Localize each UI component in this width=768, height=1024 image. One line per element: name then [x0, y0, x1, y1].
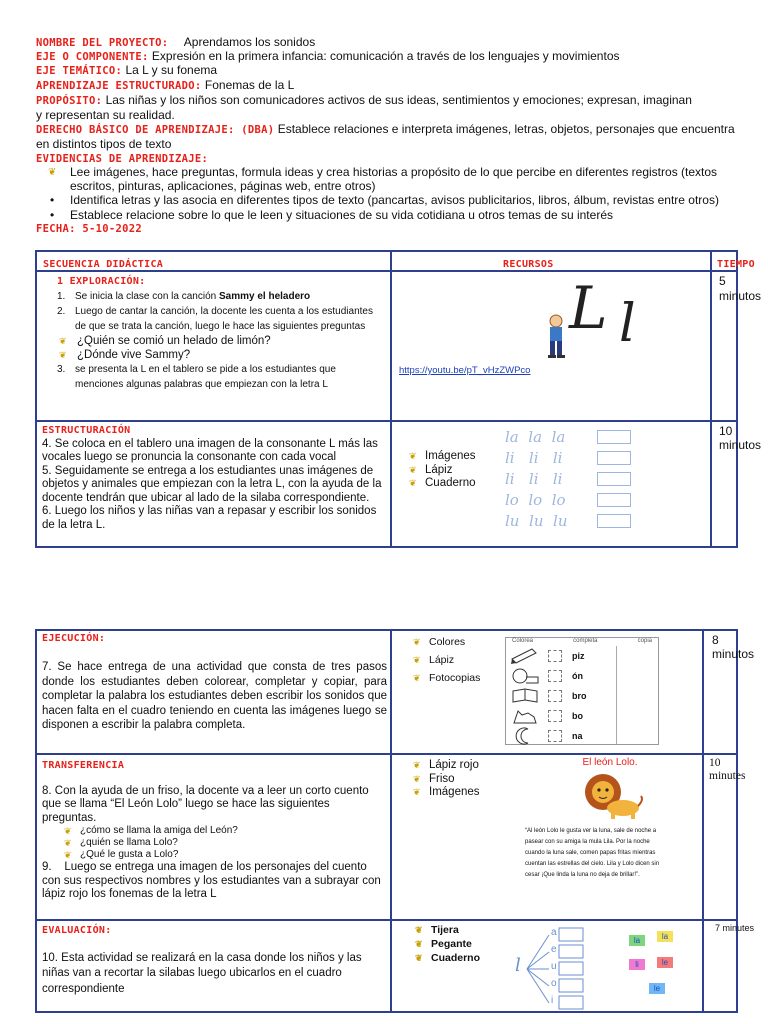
question-item: ❦ ¿Qué le gusta a Lolo?: [64, 849, 179, 860]
recurso-item: ❦ Friso: [413, 772, 455, 785]
leaf-bullet-icon: ❦: [413, 760, 421, 770]
syllable-row: la la la: [505, 428, 566, 446]
estructuracion-content: [42, 424, 387, 532]
cursive-l-image: [537, 274, 677, 362]
tiempo-estructuracion: 10 minutos: [719, 424, 762, 452]
row-ejecucion: [37, 631, 755, 753]
ejecucion-content: [42, 633, 387, 733]
leaf-bullet-icon: ❦: [409, 478, 417, 488]
leaf-bullet-icon: ❦: [64, 838, 72, 848]
syllable-worksheet: [505, 428, 635, 532]
colorea-worksheet: Colorea completa copia piz ón bro bo na: [505, 637, 659, 745]
recurso-item: ❦ Tijera: [415, 924, 459, 936]
leaf-bullet-icon: ❦: [413, 787, 421, 797]
label-proyecto: NOMBRE DEL PROYECTO:: [36, 37, 169, 49]
syllable-row: li li li: [505, 470, 563, 488]
paragraph: 5. Seguidamente se entrega a los estudiantes unas imágenes de objetos y animales que empiezan con la letra L, con la ayuda de la docente tendrán que ubicar al lado de la silaba correspondiente.: [42, 464, 382, 504]
value-proyecto: Aprendamos los sonidos: [183, 35, 316, 49]
leaf-bullet-icon: ❦: [415, 953, 423, 963]
recursos-ejecucion: [411, 633, 511, 687]
question-item: ❦ ¿Dónde vive Sammy?: [59, 349, 191, 361]
tiempo-evaluacion: 7 minutes: [715, 923, 755, 933]
youtube-link[interactable]: https://youtu.be/pT_vHzZWPco: [399, 365, 531, 376]
row-transferencia: [37, 753, 746, 919]
leaf-bullet-icon: ❦: [415, 925, 423, 935]
label-aprendizaje: APRENDIZAJE ESTRUCTURADO:: [36, 80, 202, 92]
col-header-tiempo: TIEMPO: [717, 259, 755, 270]
recurso-item: ❦ Cuaderno: [409, 477, 476, 489]
syllable-tag: la: [629, 935, 645, 946]
value-eje: Expresión en la primera infancia: comunicación a través de los lenguajes y movimientos: [151, 49, 620, 63]
lion-icon: [510, 667, 540, 685]
leaf-bullet-icon: ❦: [415, 939, 423, 949]
syllable-tag: le: [657, 957, 673, 968]
leaf-bullet-icon: ❦: [64, 826, 72, 836]
recurso-item: ❦ Colores: [411, 633, 511, 651]
syllable-row: lu lu lu: [505, 512, 568, 530]
leaf-bullet-icon: ❦: [48, 167, 57, 178]
question-item: ❦ ¿Quién se comió un helado de limón?: [59, 335, 271, 347]
recursos-evaluacion: [413, 923, 513, 965]
leaf-bullet-icon: ❦: [413, 773, 421, 784]
center-letter: l: [515, 955, 521, 976]
dot-bullet-icon: •: [50, 193, 55, 207]
vowel-diagram: l a e u o i la la li le le: [507, 925, 687, 1013]
label-dba: DERECHO BÁSICO DE APRENDIZAJE: (DBA): [36, 124, 275, 136]
syllable-tag: li: [629, 959, 645, 970]
label-eje: EJE O COMPONENTE:: [36, 51, 149, 63]
paragraph: 7. Se hace entrega de una actividad que consta de tres pasos donde los estudiantes deben colorear, completar y copiar, para completar la palabra los estudiantes deben escribir los sonidos que hacen falta en el cuadro teniendo en cuenta las imágenes luego se disponen a escribir la palabra completa.: [42, 661, 387, 731]
row-estructuracion: [37, 420, 762, 548]
syllable-tag: la: [657, 931, 673, 942]
recurso-item: ❦ Lápiz: [411, 651, 511, 669]
paragraph: 4. Se coloca en el tablero una imagen de la consonante L más las vocales luego se pronuncia la consonante con cada vocal: [42, 437, 378, 463]
header-aprendizaje: [36, 79, 736, 94]
evidencia-item: • Identifica letras y las asocia en diferentes tipos de texto (pancartas, avisos publicitarios, libros, álbum, revistas entre otros): [50, 193, 719, 207]
value-aprendizaje: Fonemas de la L: [204, 78, 295, 92]
leaf-bullet-icon: ❦: [64, 850, 72, 860]
story-text: “Al león Lolo le gusta ver la luna, sale de noche a pasear con su amiga la mula Lila. Por la noche cuando la luna sale, comen papas fritas mientras cuentan las estrellas del cielo. Lila y Lolo dicen sin cesar ¡Que linda la luna no deja de brillar!”.: [525, 828, 660, 878]
paragraph: 8. Con la ayuda de un friso, la docente va a leer un corto cuento que se llama “El León Lolo” luego se hace las siguientes preguntas.: [42, 784, 369, 824]
value-tematico: La L y su fonema: [125, 63, 218, 77]
table-secuencia-2: [35, 629, 755, 1013]
col-header-secuencia: SECUENCIA DIDÁCTICA: [43, 259, 164, 270]
value-proposito: Las niñas y los niños son comunicadores activos de sus ideas, sentimientos y emociones; expresan, imaginan y representan su realidad.: [36, 93, 692, 122]
recurso-item: ❦ Lápiz: [409, 463, 453, 476]
list-item: 3. se presenta la L en el tablero se pide a los estudiantes que menciones algunas palabras que empiezan con la letra L: [57, 364, 336, 390]
dot-bullet-icon: •: [50, 207, 55, 222]
evidencias-list: [48, 166, 738, 223]
fecha: FECHA: 5-10-2022: [36, 223, 142, 235]
leaf-bullet-icon: ❦: [409, 464, 417, 475]
header-dba: [36, 123, 736, 151]
leaf-bullet-icon: ❦: [409, 451, 417, 461]
boy-icon: [545, 314, 567, 360]
cursive-small-l: l: [619, 294, 636, 354]
header-fecha: [36, 222, 736, 237]
exploracion-content: [57, 274, 377, 392]
syllable-row: lo lo lo: [505, 491, 566, 509]
paragraph: 9. Luego se entrega una imagen de los personajes del cuento con sus respectivos nombres y los estudiantes van a subrayar con lápiz rojo los fonemas de la letra L: [42, 861, 381, 900]
recurso-item: ❦ Pegante: [415, 938, 472, 950]
recurso-item: ❦ Imágenes: [409, 450, 476, 462]
pencil-icon: [510, 647, 540, 665]
col-header-recursos: RECURSOS: [503, 259, 554, 270]
exploracion-title: 1 EXPLORACIÓN:: [57, 276, 146, 287]
header-tematico: [36, 64, 736, 79]
recursos-transferencia: [411, 759, 521, 800]
recurso-item: ❦ Cuaderno: [415, 952, 481, 964]
paragraph: 6. Luego los niños y las niñas van a repasar y escribir los sonidos de la letra L.: [42, 505, 377, 531]
lion-icon: [575, 770, 645, 820]
table-secuencia-1: [35, 250, 762, 548]
question-item: ❦ ¿quién se llama Lolo?: [64, 837, 178, 848]
story-title: El león Lolo.: [582, 757, 638, 768]
paragraph: 10. Esta actividad se realizará en la casa donde los niños y las niñas van a recortar la silabas luego ubicarlos en el cuadro correspondiente: [42, 951, 362, 995]
value-dba: Establece relaciones e interpreta imágenes, letras, objetos, personajes que encuentra en distintos tipos de texto: [36, 122, 735, 151]
leaf-bullet-icon: ❦: [413, 655, 421, 665]
evidencia-item: • Establece relacione sobre lo que le leen y situaciones de su vida cotidiana u otros temas de su interés: [50, 207, 613, 222]
label-tematico: EJE TEMÁTICO:: [36, 65, 123, 77]
book-icon: [510, 687, 540, 705]
transferencia-title: TRANSFERENCIA: [42, 760, 125, 771]
transferencia-content: [42, 759, 387, 902]
recursos-estructuracion: [407, 450, 507, 491]
tiempo-exploracion: 5 minutos: [719, 274, 762, 303]
recurso-item: ❦ Imágenes: [413, 786, 480, 798]
row-exploracion: [37, 270, 762, 420]
recurso-item: ❦ Fotocopias: [411, 669, 511, 687]
list-item: 1. Se inicia la clase con la canción Sammy el heladero: [57, 291, 311, 302]
estructuracion-title: ESTRUCTURACIÓN: [42, 425, 131, 436]
leaf-bullet-icon: ❦: [413, 673, 421, 683]
ejecucion-title: EJECUCIÓN:: [42, 633, 106, 644]
header-proposito: [36, 94, 696, 122]
leaf-bullet-icon: ❦: [59, 336, 67, 346]
syllable-tag: le: [649, 983, 665, 994]
label-proposito: PROPÓSITO:: [36, 95, 103, 107]
tiempo-transferencia: 10 minutes: [709, 757, 746, 782]
leaf-bullet-icon: ❦: [59, 350, 67, 360]
list-item: 2. Luego de cantar la canción, la docente les cuenta a los estudiantes de que se trata la canción, luego le hace las siguientes preguntas: [57, 306, 373, 332]
question-item: ❦ ¿cómo se llama la amiga del León?: [64, 825, 238, 836]
row-evaluacion: [37, 919, 755, 1015]
label-evidencias: EVIDENCIAS DE APRENDIZAJE:: [36, 153, 209, 165]
evidencia-item: ❦ Lee imágenes, hace preguntas, formula ideas y crea historias a propósito de lo que percibe en diferentes registros (textos escritos, pinturas, aplicaciones, páginas web, entre otros): [48, 165, 718, 193]
wolf-icon: [510, 707, 540, 725]
moon-icon: [510, 727, 540, 745]
cursive-capital-l: L: [569, 274, 608, 342]
tiempo-ejecucion: 8 minutos: [712, 633, 755, 661]
evaluacion-content: [42, 923, 387, 997]
youtube-link-cell: [399, 365, 530, 376]
evaluacion-title: EVALUACIÓN:: [42, 925, 112, 936]
leaf-bullet-icon: ❦: [413, 637, 421, 647]
leon-lolo-story: [525, 757, 695, 881]
recurso-item: ❦ Lápiz rojo: [413, 759, 479, 771]
syllable-row: li li li: [505, 449, 563, 467]
